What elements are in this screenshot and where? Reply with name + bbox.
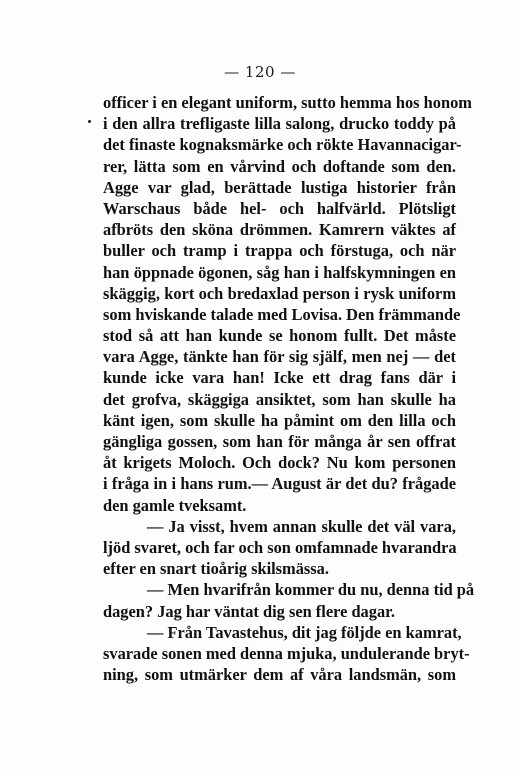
text-line: ljöd svaret, och far och son omfamnade hvarandra [103,537,457,557]
text-line: officer i en elegant uniform, sutto hemma hos honom [103,93,472,112]
text-line: buller och tramp i trappa och förstuga, och när [103,241,456,261]
text-line: den gamle tveksamt. [103,495,247,515]
text-line: det finaste kognaksmärke och rökte Havannacigar- [103,135,462,155]
text-line: skäggig, kort och bredaxlad person i rysk uniform [103,283,456,303]
text-line: afbröts den sköna drömmen. Kamrern väktes af [103,220,456,240]
ink-speck [88,120,91,123]
body-text [103,92,475,685]
text-line: dagen? Jag har väntat dig sen flere dagar. [103,601,396,621]
text-line: känt igen, som skulle ha påmint om den lilla och [103,410,456,430]
text-line: Agge var glad, berättade lustiga historier från [103,177,456,197]
text-line: svarade sonen med denna mjuka, undulerande bryt- [103,643,470,663]
text-line: efter en snart tioårig skilsmässa. [103,559,329,579]
text-line: åt krigets Moloch. Och dock? Nu kom personen [103,453,456,473]
text-line: i den allra trefligaste lilla salong, drucko toddy på [103,114,456,134]
text-line: rer, lätta som en vårvind och doftande som den. [103,156,456,176]
text-line: det grofva, skäggiga ansiktet, som han skulle ha [103,389,456,409]
text-line: han öppnade ögonen, såg han i halfskymningen en [103,262,456,282]
text-line: i fråga in i hans rum.— August är det du? frågade [103,474,456,494]
text-line: gängliga gossen, som han för många år sen offrat [103,432,456,451]
text-line: Warschaus både hel- och halfvärld. Plötsligt [103,198,456,218]
text-line: ning, som utmärker dem af våra landsmän, som [103,665,456,685]
text-line: kunde icke vara han! Icke ett drag fans där i [103,368,456,388]
text-line: som hviskande talade med Lovisa. Den främmande [103,304,461,324]
text-line: stod så att han kunde se honom fullt. Det måste [103,326,456,346]
text-line: vara Agge, tänkte han för sig själf, men nej — det [103,347,456,367]
text-line: — Ja visst, hvem annan skulle det väl vara, [147,516,456,536]
text-line: — Från Tavastehus, dit jag följde en kamrat, [147,622,462,642]
text-line: — Men hvarifrån kommer du nu, denna tid på [147,580,475,600]
page-number: — 120 — [224,63,296,81]
